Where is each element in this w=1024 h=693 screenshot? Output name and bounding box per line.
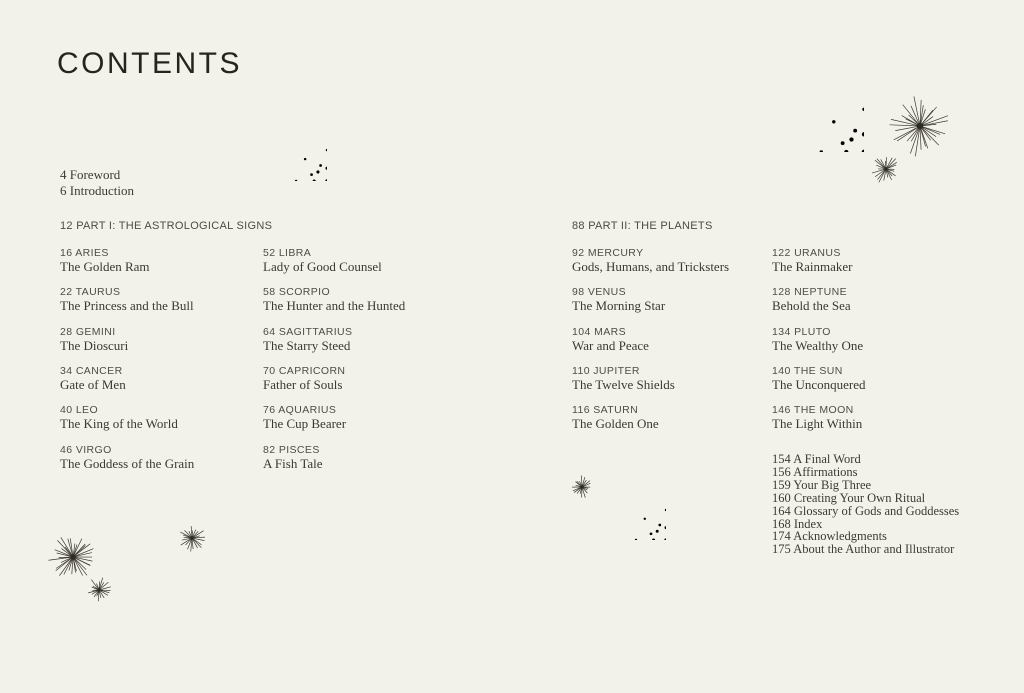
- back-matter-item-a-final-word: 154 A Final Word: [772, 452, 861, 466]
- toc-entry-subtitle: The Princess and the Bull: [60, 298, 194, 313]
- toc-entry-subtitle: The Golden One: [572, 416, 659, 431]
- back-matter-item-glossary: 164 Glossary of Gods and Goddesses: [772, 503, 960, 518]
- toc-entry-taurus: [60, 286, 275, 313]
- toc-entry-the-sun: [772, 365, 987, 392]
- toc-entry-subtitle: The Morning Star: [572, 298, 666, 313]
- toc-entry-subtitle: The Wealthy One: [772, 338, 864, 353]
- toc-entry-heading: 104 MARS: [572, 326, 626, 338]
- toc-entry-subtitle: Father of Souls: [263, 377, 343, 392]
- toc-entry-subtitle: War and Peace: [572, 338, 649, 353]
- toc-entry-subtitle: A Fish Tale: [263, 456, 323, 471]
- toc-entry-heading: 16 ARIES: [60, 247, 109, 259]
- toc-entry-heading: 70 CAPRICORN: [263, 365, 346, 377]
- toc-entry-subtitle: The Cup Bearer: [263, 416, 347, 431]
- back-matter-item-creating-your-own-ritual: 160 Creating Your Own Ritual: [772, 490, 926, 505]
- toc-entry-pluto: [772, 326, 987, 353]
- back-matter-item-acknowledgments: 174 Acknowledgments: [772, 529, 887, 544]
- entry-label: Foreword: [69, 167, 121, 182]
- toc-entry-neptune: [772, 286, 987, 313]
- starburst-decoration-bottom-left-mid: [178, 524, 206, 552]
- toc-entry-subtitle: Gate of Men: [60, 377, 126, 392]
- page-title: CONTENTS: [57, 47, 242, 80]
- back-matter-item-affirmations: 156 Affirmations: [772, 464, 858, 479]
- toc-entry-cancer: [60, 365, 275, 392]
- toc-entry-heading: 110 JUPITER: [572, 365, 640, 377]
- toc-entry-subtitle: The Twelve Shields: [572, 377, 675, 392]
- front-matter-list: [60, 167, 134, 199]
- toc-entry-heading: 64 SAGITTARIUS: [263, 326, 353, 338]
- toc-entry-subtitle: The Starry Steed: [263, 338, 351, 353]
- toc-entry-subtitle: Lady of Good Counsel: [263, 259, 382, 274]
- toc-entry-subtitle: The Unconquered: [772, 377, 866, 392]
- toc-entry-heading: 28 GEMINI: [60, 326, 116, 338]
- toc-entry-heading: 134 PLUTO: [772, 326, 831, 338]
- toc-entry-saturn: [572, 404, 787, 431]
- toc-entry-heading: 58 SCORPIO: [263, 286, 331, 298]
- toc-entry-heading: 46 VIRGO: [60, 444, 112, 456]
- starburst-decoration-bottom-center-small: [570, 475, 594, 499]
- toc-entry-mercury: [572, 247, 787, 274]
- toc-entry-heading: 92 MERCURY: [572, 247, 644, 259]
- page-number: 4: [60, 167, 67, 182]
- toc-entry-subtitle: The Light Within: [772, 416, 863, 431]
- toc-entry-heading: 34 CANCER: [60, 365, 123, 377]
- octagram-star-decoration-bottom-center: [600, 474, 666, 540]
- toc-entry-subtitle: The Golden Ram: [60, 259, 150, 274]
- toc-entry-jupiter: [572, 365, 787, 392]
- starburst-decoration-top-right-large: [889, 95, 951, 157]
- toc-entry-the-moon: [772, 404, 987, 431]
- toc-entry-gemini: [60, 326, 275, 353]
- toc-entry-aries: [60, 247, 275, 274]
- toc-entry-foreword: [60, 167, 134, 183]
- toc-entry-venus: [572, 286, 787, 313]
- back-matter-item-index: 168 Index: [772, 516, 823, 531]
- toc-entry-subtitle: The Rainmaker: [772, 259, 853, 274]
- toc-entry-libra: [263, 247, 478, 274]
- toc-entry-heading: 82 PISCES: [263, 444, 320, 456]
- toc-entry-subtitle: The Goddess of the Grain: [60, 456, 195, 471]
- toc-entry-leo: [60, 404, 275, 431]
- toc-entry-sagittarius: [263, 326, 478, 353]
- starburst-decoration-bottom-left-large: [48, 532, 98, 582]
- toc-entry-mars: [572, 326, 787, 353]
- toc-entry-subtitle: The Dioscuri: [60, 338, 129, 353]
- starburst-decoration-top-right-small: [870, 153, 902, 185]
- toc-entry-heading: 140 THE SUN: [772, 365, 843, 377]
- toc-entry-heading: 146 THE MOON: [772, 404, 854, 416]
- octagram-star-decoration-top-left: [259, 113, 327, 181]
- part1-heading: 12 PART I: THE ASTROLOGICAL SIGNS: [60, 220, 273, 232]
- starburst-decoration-bottom-left-small: [86, 577, 112, 603]
- toc-entry-uranus: [772, 247, 987, 274]
- toc-entry-subtitle: The Hunter and the Hunted: [263, 298, 406, 313]
- toc-entry-heading: 98 VENUS: [572, 286, 626, 298]
- back-matter-item-your-big-three: 159 Your Big Three: [772, 477, 872, 492]
- toc-entry-heading: 116 SATURN: [572, 404, 639, 416]
- toc-entry-introduction: [60, 183, 134, 199]
- back-matter-list: [772, 453, 1012, 556]
- toc-entry-scorpio: [263, 286, 478, 313]
- toc-entry-heading: 128 NEPTUNE: [772, 286, 848, 298]
- toc-entry-heading: 52 LIBRA: [263, 247, 312, 259]
- entry-label: Introduction: [69, 183, 135, 198]
- back-matter-item-about-author-illustrator: 175 About the Author and Illustrator: [772, 542, 955, 557]
- toc-entry-pisces: [263, 444, 478, 471]
- part2-heading: 88 PART II: THE PLANETS: [572, 220, 713, 232]
- toc-entry-heading: 40 LEO: [60, 404, 99, 416]
- toc-entry-aquarius: [263, 404, 478, 431]
- toc-entry-subtitle: Gods, Humans, and Tricksters: [572, 259, 730, 274]
- toc-entry-subtitle: Behold the Sea: [772, 298, 851, 313]
- toc-entry-heading: 76 AQUARIUS: [263, 404, 337, 416]
- toc-entry-subtitle: The King of the World: [60, 416, 178, 431]
- toc-entry-virgo: [60, 444, 275, 471]
- page-number: 6: [60, 183, 67, 198]
- toc-entry-capricorn: [263, 365, 478, 392]
- toc-entry-heading: 22 TAURUS: [60, 286, 121, 298]
- toc-entry-heading: 122 URANUS: [772, 247, 841, 259]
- octagram-star-decoration-top-right: [770, 58, 864, 152]
